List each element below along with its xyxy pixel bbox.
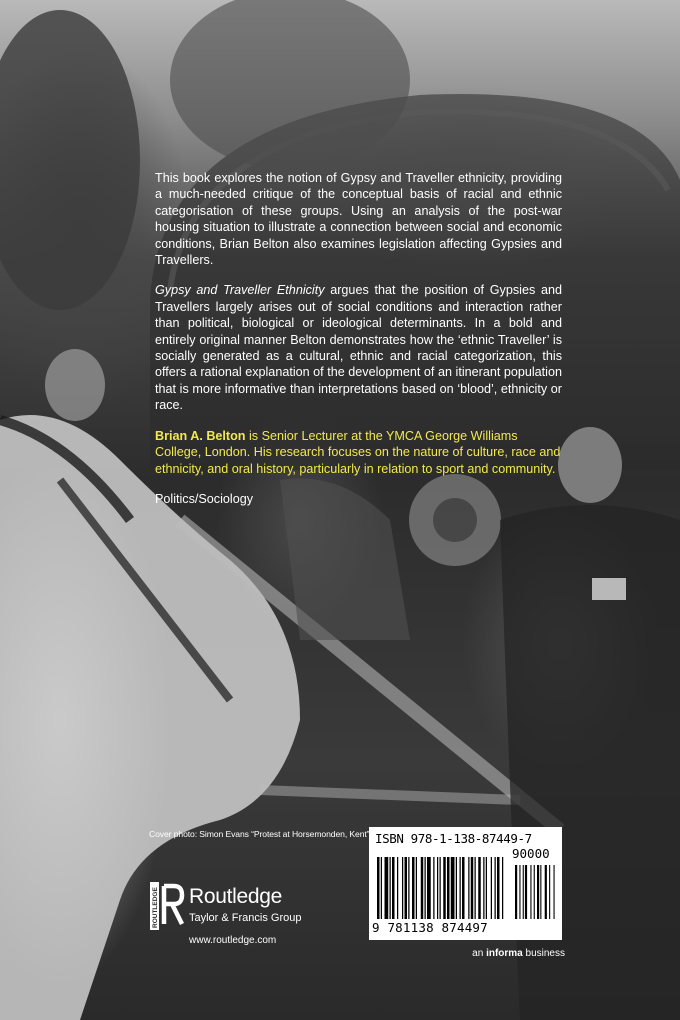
description-paragraph-1: This book explores the notion of Gypsy and Traveller ethnicity, providing a much-needed critique of the conceptual basis of racial and ethnic categorisation of these groups. Using an analysis of the post-war housing situation to illustrate a connection between social and economic conditions, Brian Belton also examines legislation affecting Gypsies and Travellers. [155, 171, 562, 268]
informa-brand: informa [486, 948, 523, 959]
informa-suffix: business [522, 948, 565, 959]
isbn-barcode [369, 827, 562, 940]
informa-footer [0, 948, 565, 959]
barcode-number: 9 781138 874497 [372, 920, 488, 935]
cover-copy [155, 170, 562, 521]
barcode-bars [375, 849, 557, 921]
book-title-italic: Gypsy and Traveller Ethnicity [155, 283, 325, 298]
description-paragraph-2-text: argues that the position of Gypsies and Travellers largely arises out of social conditions and interaction rather than political, biological or ideological determinants. In a bold and entirely original manner Belton demonstrates how the ‘ethnic Traveller’ is socially generated as a cultural, ethnic and racial categorization, this offers a rational explanation of the development of an itinerant population that is more informative than interpretations based on ‘blood’, ethnicity or race. [155, 283, 562, 413]
subject-category: Politics/Sociology [155, 491, 253, 506]
author-bio [155, 428, 562, 477]
isbn-label: ISBN 978-1-138-87449-7 [375, 831, 532, 846]
publisher-name: Routledge [189, 885, 283, 908]
publisher-url: www.routledge.com [189, 935, 277, 946]
photo-credit: Cover photo: Simon Evans “Protest at Horsemonden, Kent” [149, 829, 370, 839]
publisher-group: Taylor & Francis Group [189, 912, 302, 924]
author-name: Brian A. Belton [155, 428, 246, 443]
description-paragraph-2 [155, 282, 562, 413]
informa-prefix: an [472, 948, 487, 959]
routledge-logo-icon [148, 880, 186, 932]
price-code: 90000 [512, 846, 550, 861]
logo-vertical-text: ROUTLEDGE [152, 887, 159, 928]
author-bio-text: is Senior Lecturer at the YMCA George Williams College, London. His research focuses on the nature of culture, race and ethnicity, and oral history, particularly in relation to sport and community. [155, 428, 561, 476]
